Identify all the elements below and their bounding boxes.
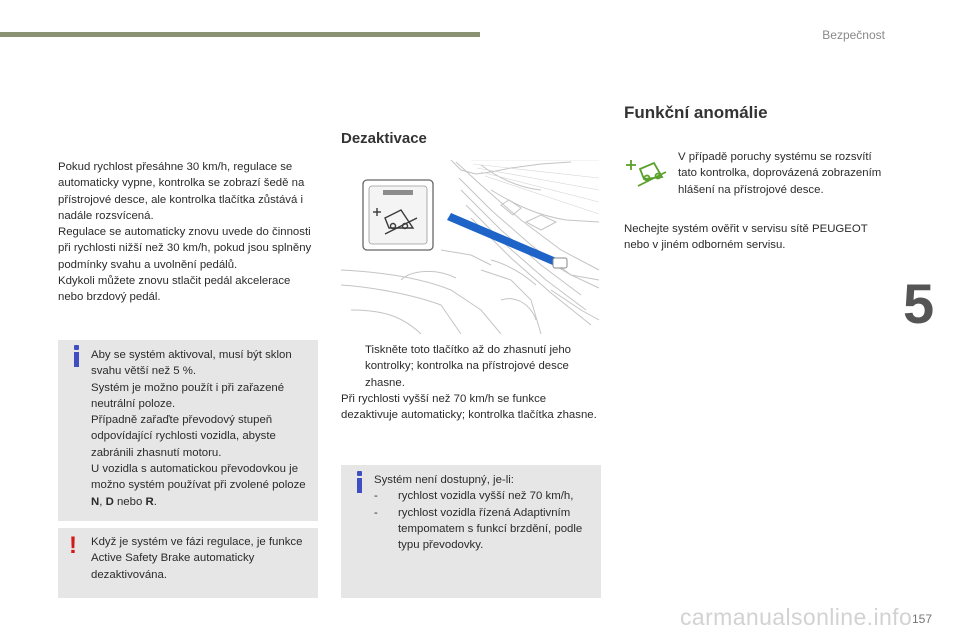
section-title: Bezpečnost xyxy=(822,28,885,42)
paragraph: Pokud rychlost přesáhne 30 km/h, regulace se automaticky vypne, kontrolka se zobrazí šedě na přístrojové desce, ale kontrolka tlačítka zůstává i nadále rozsvícená. xyxy=(58,161,305,222)
paragraph: Kdykoli můžete znovu stlačit pedál akcelerace nebo brzdový pedál. xyxy=(58,275,291,304)
deactivation-text xyxy=(341,342,599,423)
paragraph: Regulace se automaticky znovu uvede do činnosti při rychlosti nižší než 30 km/h, pokud jsou splněny podmínky svahu a uvolnění pedálů. xyxy=(58,226,312,271)
info-icon xyxy=(70,345,84,367)
info-box-activation xyxy=(58,340,318,521)
condition-list xyxy=(374,488,596,553)
deactivation-title: Dezaktivace xyxy=(341,130,427,147)
dash: - xyxy=(374,506,378,519)
fault-title: Funkční anomálie xyxy=(624,103,768,122)
chapter-number: 5 xyxy=(903,272,935,335)
warning-text: Když je systém ve fázi regulace, je funkce Active Safety Brake automaticky dezaktivována. xyxy=(91,536,303,581)
list-item-text: rychlost vozidla řízená Adaptivním tempomatem s funkcí brzdění, podle typu převodovky. xyxy=(398,506,583,552)
separator: . xyxy=(153,495,157,508)
hill-assist-fault-icon xyxy=(624,153,668,187)
paragraph: Při rychlosti vyšší než 70 km/h se funkce dezaktivuje automaticky; kontrolka tlačítka zhasne. xyxy=(341,392,597,422)
info-line: Případně zařaďte převodový stupeň odpovídající rychlosti vozidla, abyste zabránili zhasnutí motoru. xyxy=(91,414,276,459)
separator: , xyxy=(99,495,106,508)
info-line: Systém je možno použít i při zařazené neutrální poloze. xyxy=(91,381,285,410)
info-box-text xyxy=(91,347,313,510)
info-box-text xyxy=(374,472,596,553)
info-intro: Systém není dostupný, je-li: xyxy=(374,474,514,486)
intro-text xyxy=(58,159,316,306)
page-number: 157 xyxy=(912,612,933,626)
list-item xyxy=(374,488,596,504)
console-illustration xyxy=(341,160,601,334)
bullet-text: Tiskněte toto tlačítko až do zhasnutí jeho kontrolky; kontrolka na přístrojové desce zhasne. xyxy=(365,344,571,389)
info-icon xyxy=(353,471,367,493)
dash: - xyxy=(374,490,378,503)
info-line-text: U vozidla s automatickou převodovkou je možno systém používat při zvolené poloze xyxy=(91,463,306,492)
list-item xyxy=(374,505,596,554)
instruction-bullet xyxy=(341,342,599,391)
exclamation-icon: ! xyxy=(69,532,77,559)
gear-n: N xyxy=(91,495,100,508)
header-accent-bar xyxy=(0,32,480,37)
fault-icon-description: V případě poruchy systému se rozsvítí tato kontrolka, doprovázená zobrazením hlášení na přístrojové desce. xyxy=(678,151,882,196)
service-paragraph: Nechejte systém ověřit v servisu sítě PEUGEOT nebo v jiném odborném servisu. xyxy=(624,223,868,252)
warning-box xyxy=(58,528,318,598)
separator: nebo xyxy=(113,495,146,508)
list-item-text: rychlost vozidla vyšší než 70 km/h, xyxy=(398,490,574,503)
info-line: Aby se systém aktivoval, musí být sklon svahu větší než 5 %. xyxy=(91,349,292,378)
info-box-availability xyxy=(341,465,601,598)
watermark: carmanualsonline.info xyxy=(680,604,913,630)
info-line-gears xyxy=(91,461,313,510)
gear-r: R xyxy=(145,495,154,508)
gear-d: D xyxy=(105,495,114,508)
